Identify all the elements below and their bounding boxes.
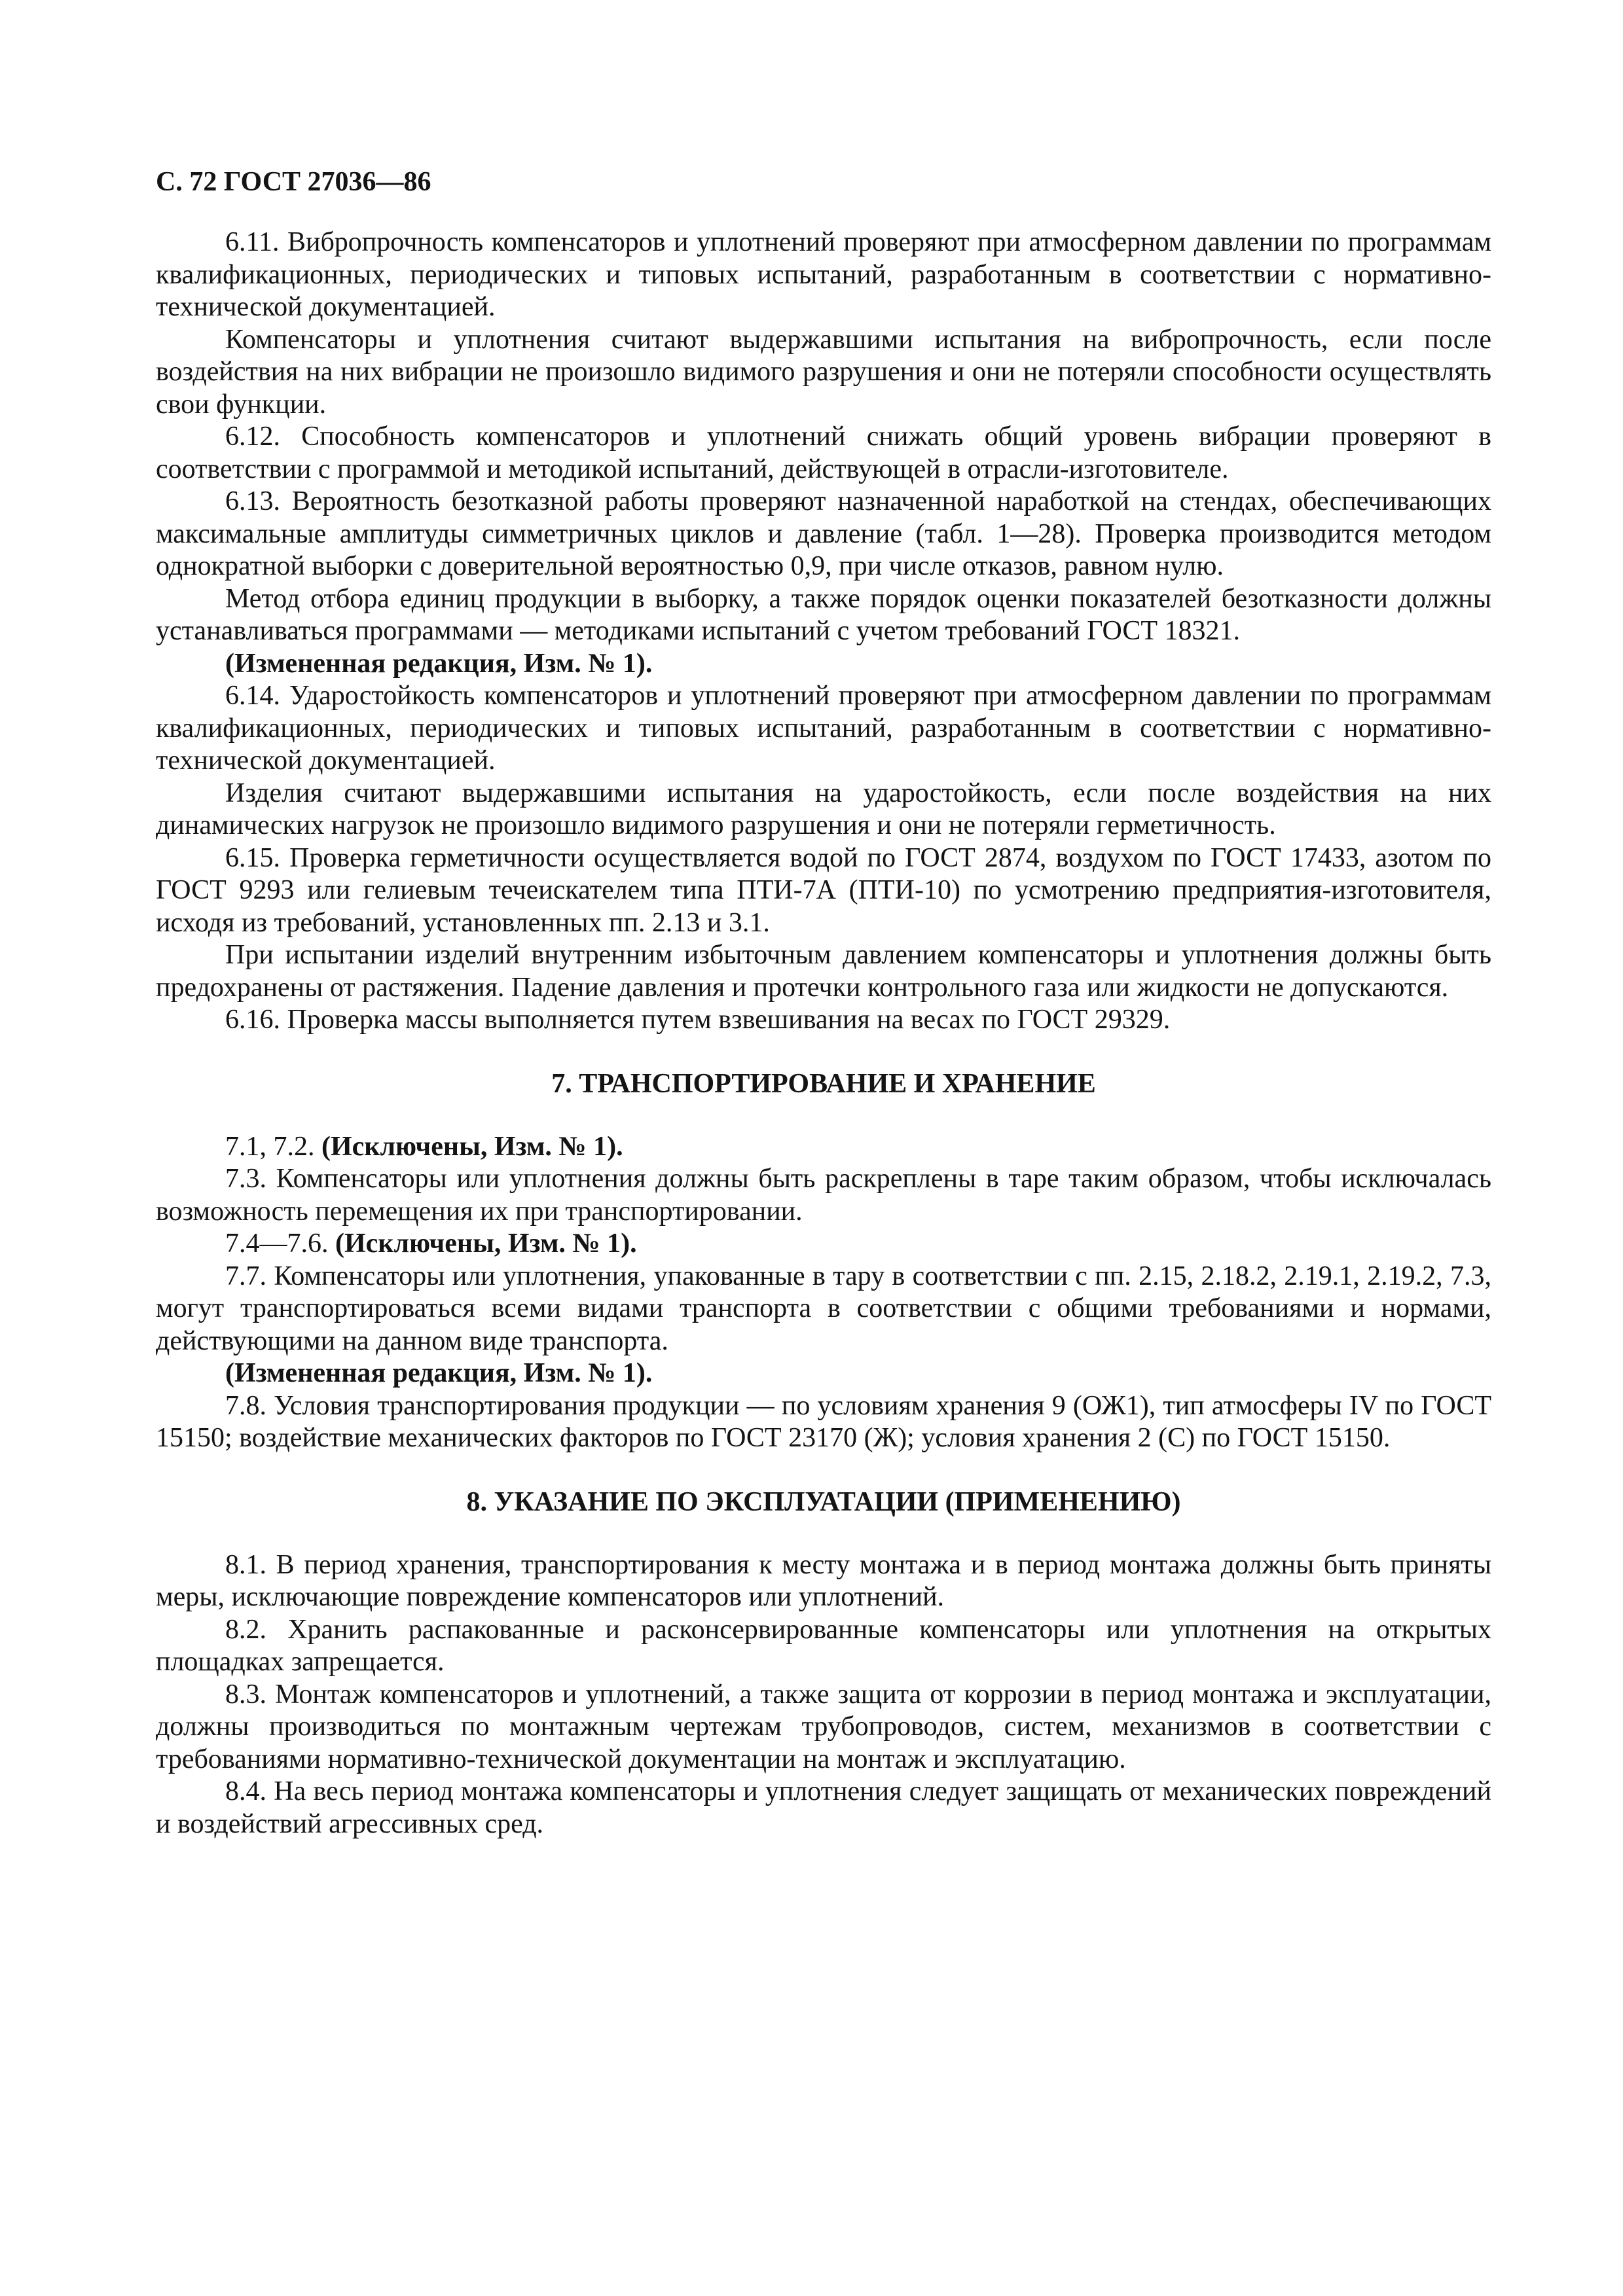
paragraph-text: 6.13. Вероятность безотказной работы проверяют назначенной наработкой на стендах, обеспечивающих максимальные амплитуды симметричных циклов и давление (табл. 1—28). Проверка производится методом однократной выборки с доверительной вероятностью 0,9, при числе отказов, равном нулю. <box>156 486 1491 581</box>
section-heading: 7. ТРАНСПОРТИРОВАНИЕ И ХРАНЕНИЕ <box>551 1068 1096 1099</box>
amendment-note: (Исключены, Изм. № 1). <box>321 1131 623 1162</box>
document-body <box>156 226 1491 1840</box>
paragraph-text: 8.1. В период хранения, транспортирования к месту монтажа и в период монтажа должны быть приняты меры, исключающие повреждение компенсаторов или уплотнений. <box>156 1549 1491 1612</box>
paragraph <box>156 939 1491 1004</box>
paragraph <box>156 1549 1491 1614</box>
paragraph-text: 7.1, 7.2. <box>225 1131 321 1162</box>
paragraph <box>156 778 1491 842</box>
paragraph <box>156 1163 1491 1228</box>
paragraph <box>156 1004 1491 1037</box>
paragraph-text: 7.8. Условия транспортирования продукции — по условиям хранения 9 (ОЖ1), тип атмосферы IV по ГОСТ 15150; воздействие механических факторов по ГОСТ 23170 (Ж); условия хранения 2 (С) по ГОСТ 15150. <box>156 1390 1491 1453</box>
paragraph <box>156 1614 1491 1679</box>
amendment-note: (Измененная редакция, Изм. № 1). <box>225 1358 653 1388</box>
paragraph <box>156 226 1491 324</box>
paragraph-text: Метод отбора единиц продукции в выборку, а также порядок оценки показателей безотказности должны устанавливаться программами — методиками испытаний с учетом требований ГОСТ 18321. <box>156 583 1491 646</box>
paragraph-text: 8.3. Монтаж компенсаторов и уплотнений, а также защита от коррозии в период монтажа и эксплуатации, должны производиться по монтажным чертежам трубопроводов, систем, механизмов в соответствии с требованиями нормативно-технической документации на монтаж и эксплуатацию. <box>156 1679 1491 1774</box>
page-header: С. 72 ГОСТ 27036—86 <box>156 167 431 197</box>
paragraph-text: 6.11. Вибропрочность компенсаторов и уплотнений проверяют при атмосферном давлении по программам квалификационных, периодических и типовых испытаний, разработанным в соответствии с нормативно-технической документацией. <box>156 227 1491 322</box>
paragraph <box>156 1261 1491 1358</box>
paragraph <box>156 583 1491 648</box>
paragraph-text: 6.15. Проверка герметичности осуществляется водой по ГОСТ 2874, воздухом по ГОСТ 17433, азотом по ГОСТ 9293 или гелиевым течеискателем типа ПТИ-7А (ПТИ-10) по усмотрению предприятия-изготовителя, исходя из требований, установленных пп. 2.13 и 3.1. <box>156 842 1491 938</box>
paragraph-text: 7.7. Компенсаторы или уплотнения, упакованные в тару в соответствии с пп. 2.15, 2.18.2, 2.19.1, 2.19.2, 7.3, могут транспортироваться всеми видами транспорта в соответствии с общими требованиями и нормами, действующими на данном виде транспорта. <box>156 1261 1491 1356</box>
paragraph <box>156 421 1491 486</box>
paragraph-text: 6.12. Способность компенсаторов и уплотнений снижать общий уровень вибрации проверяют в соответствии с программой и методикой испытаний, действующей в отрасли-изготовителе. <box>156 422 1491 484</box>
paragraph-text: Изделия считают выдержавшими испытания на ударостойкость, если после воздействия на них динамических нагрузок не произошло видимого разрушения и они не потеряли герметичность. <box>156 778 1491 840</box>
section-3 <box>156 1484 1491 1841</box>
paragraph-text: 7.4—7.6. <box>225 1229 335 1259</box>
paragraph <box>156 1228 1491 1261</box>
paragraph <box>156 1776 1491 1840</box>
section-heading: 8. УКАЗАНИЕ ПО ЭКСПЛУАТАЦИИ (ПРИМЕНЕНИЮ) <box>466 1486 1181 1517</box>
paragraph-text: Компенсаторы и уплотнения считают выдержавшими испытания на вибропрочность, если после воздействия на них вибрации не произошло видимого разрушения и они не потеряли способности осуществлять свои функции. <box>156 324 1491 420</box>
paragraph <box>156 680 1491 778</box>
paragraph <box>156 486 1491 583</box>
paragraph <box>156 1357 1491 1390</box>
paragraph-text: 6.16. Проверка массы выполняется путем взвешивания на весах по ГОСТ 29329. <box>225 1005 1171 1035</box>
paragraph-text: 6.14. Ударостойкость компенсаторов и уплотнений проверяют при атмосферном давлении по программам квалификационных, периодических и типовых испытаний, разработанным в соответствии с нормативно-технической документацией. <box>156 681 1491 776</box>
paragraph <box>156 1390 1491 1455</box>
paragraph <box>156 1131 1491 1164</box>
section-2 <box>156 1066 1491 1455</box>
paragraph <box>156 842 1491 940</box>
paragraph-text: 8.2. Хранить распакованные и расконсервированные компенсаторы или уплотнения на открытых площадках запрещается. <box>156 1614 1491 1677</box>
paragraph-text: 7.3. Компенсаторы или уплотнения должны быть раскреплены в таре таким образом, чтобы исключалась возможность перемещения их при транспортировании. <box>156 1164 1491 1227</box>
amendment-note: (Исключены, Изм. № 1). <box>335 1229 637 1259</box>
amendment-note: (Измененная редакция, Изм. № 1). <box>225 648 653 679</box>
paragraph <box>156 1679 1491 1776</box>
paragraph <box>156 324 1491 422</box>
paragraph <box>156 648 1491 681</box>
paragraph-text: 8.4. На весь период монтажа компенсаторы и уплотнения следует защищать от механических повреждений и воздействий агрессивных сред. <box>156 1776 1491 1839</box>
section-1 <box>156 226 1491 1037</box>
paragraph-text: При испытании изделий внутренним избыточным давлением компенсаторы и уплотнения должны быть предохранены от растяжения. Падение давления и протечки контрольного газа или жидкости не допускаются. <box>156 940 1491 1003</box>
document-page <box>156 164 1491 1840</box>
